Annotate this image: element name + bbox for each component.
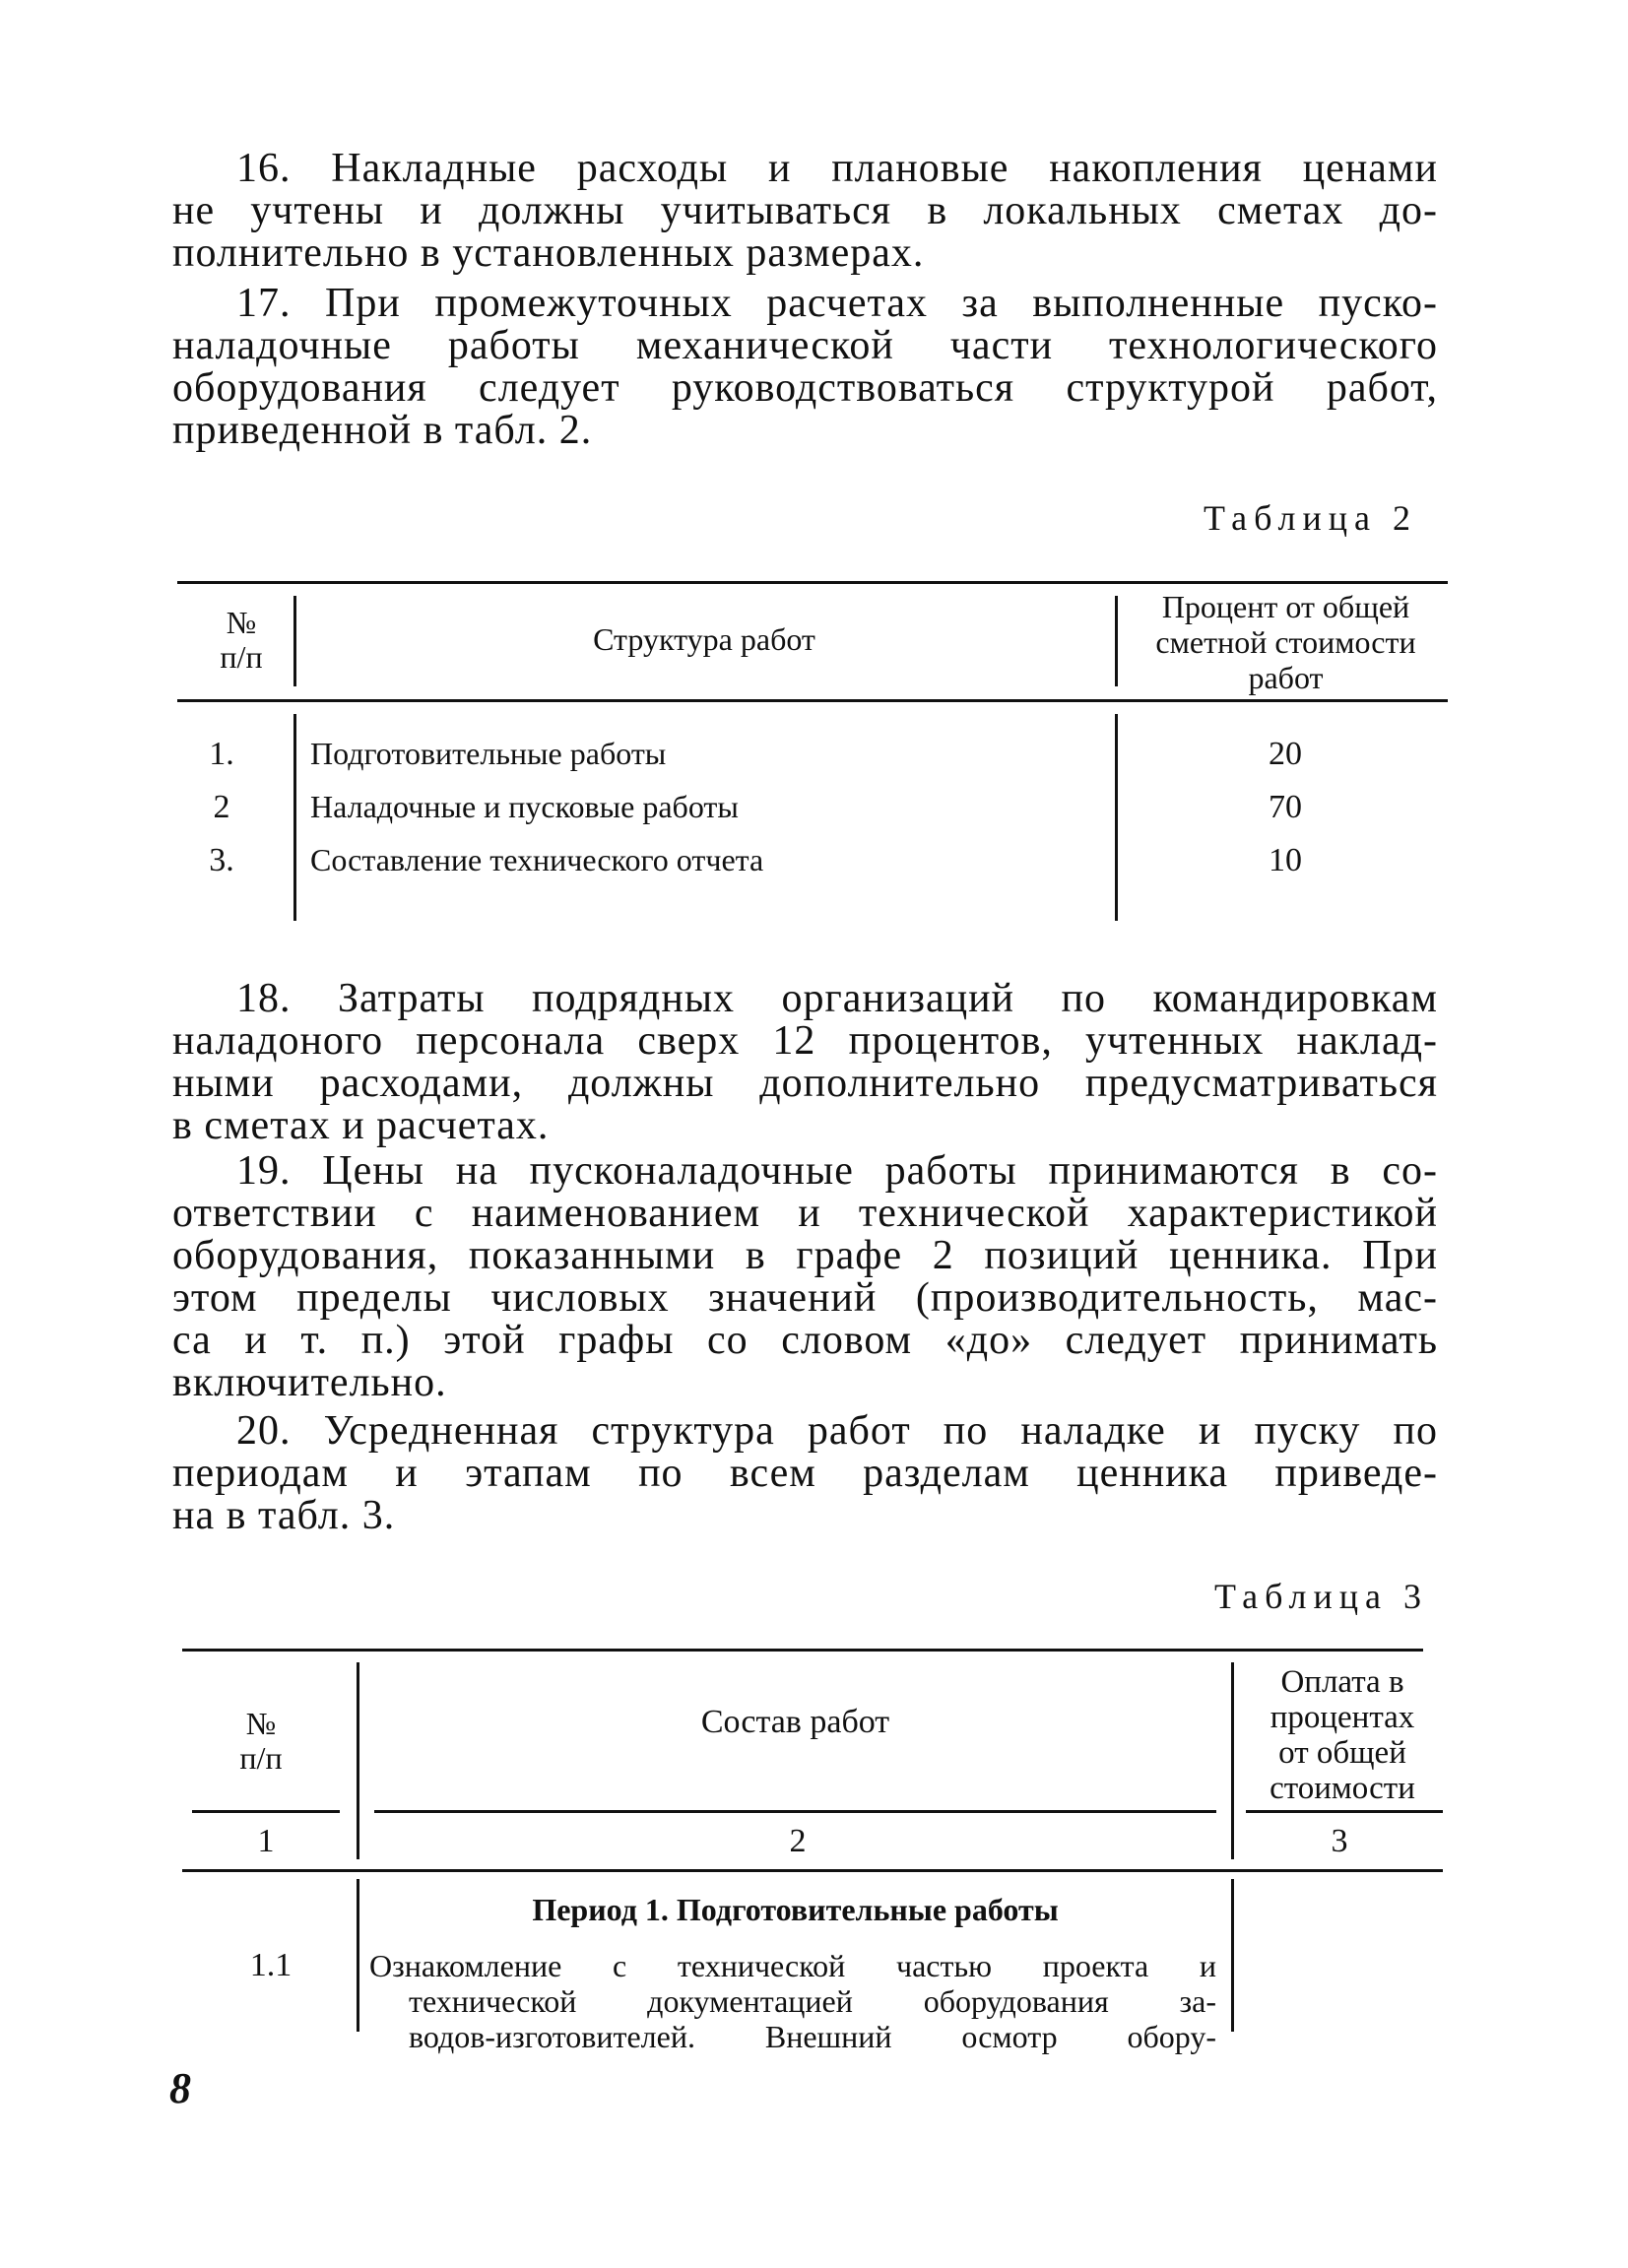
text-line: приведенной в табл. 2.	[172, 408, 593, 453]
table-3-col-divider	[1231, 1662, 1234, 1859]
text-line: 17. При промежуточных расчетах за выполненные пуско-	[236, 281, 1438, 326]
table-3-header-payment	[1239, 1664, 1446, 1806]
text-line: ными расходами, должны дополнительно предусматриваться	[172, 1061, 1438, 1106]
text-line: са и т. п.) этой графы со словом «до» следует принимать	[172, 1318, 1438, 1363]
table-3-col-divider	[1231, 1879, 1234, 2032]
table-3-header-rule	[374, 1810, 1216, 1813]
table-3-row-1-num: 1.1	[249, 1947, 293, 1983]
text-line: наладочные работы механической части технологического	[172, 323, 1438, 368]
table-2-header-percent	[1121, 589, 1451, 695]
text-line: на в табл. 3.	[172, 1493, 396, 1538]
table-2-row-2-percent: 70	[1269, 789, 1302, 825]
text-line: оборудования следует руководствоваться структурой работ,	[172, 365, 1438, 411]
text-line: в сметах и расчетах.	[172, 1103, 550, 1148]
table-3-top-rule	[182, 1649, 1423, 1652]
header-text: Процент от общей	[1161, 589, 1410, 624]
table-3-colnum-rule	[182, 1869, 1443, 1872]
table-2-col-divider	[293, 714, 296, 921]
header-text: п/п	[220, 639, 263, 675]
table-2-caption: Таблица 2	[1204, 498, 1417, 538]
text-line: технической документацией оборудования за-	[409, 1983, 1216, 2019]
table-2-top-rule	[177, 581, 1448, 584]
text-line: 18. Затраты подрядных организаций по командировкам	[236, 976, 1438, 1021]
text-line: включительно.	[172, 1360, 447, 1405]
table-2-row-3-percent: 10	[1269, 842, 1302, 878]
table-2-row-2-name: Наладочные и пусковые работы	[310, 789, 739, 824]
paragraph-18	[172, 978, 1438, 1147]
table-3-period-title: Период 1. Подготовительные работы	[532, 1892, 1059, 1927]
table-2-header-num	[192, 606, 291, 675]
text-line: оборудования, показанными в графе 2 позиций ценника. При	[172, 1233, 1438, 1278]
header-text: сметной стоимости	[1155, 624, 1416, 660]
paragraph-17	[172, 283, 1438, 452]
table-2-row-3-num: 3.	[209, 842, 234, 878]
table-2-row-1-num: 1.	[209, 736, 234, 772]
text-line: 20. Усредненная структура работ по наладке и пуску по	[236, 1408, 1438, 1454]
table-3-colnum-2: 2	[789, 1823, 807, 1859]
page-number: 8	[169, 2064, 191, 2112]
table-2-row-1-percent: 20	[1269, 736, 1302, 772]
paragraph-16	[172, 148, 1438, 275]
paragraph-19	[172, 1150, 1438, 1404]
header-text: работ	[1248, 660, 1324, 695]
text-line: не учтены и должны учитываться в локальных сметах до-	[172, 188, 1438, 233]
text-line: периодам и этапам по всем разделам ценника приведе-	[172, 1451, 1438, 1496]
header-text: от общей	[1278, 1735, 1406, 1771]
table-3-col-divider	[357, 1662, 359, 1859]
table-2-header-rule	[177, 699, 1448, 702]
header-text: Оплата в	[1280, 1664, 1404, 1700]
table-3-caption: Таблица 3	[1214, 1577, 1428, 1616]
table-3-header-composition: Состав работ	[700, 1704, 890, 1740]
text-line: водов-изготовителей. Внешний осмотр обору-	[409, 2019, 1216, 2054]
header-text: №	[226, 605, 257, 640]
header-text: процентах	[1270, 1700, 1415, 1735]
table-2-col-divider	[1115, 596, 1118, 686]
header-text: стоимости	[1270, 1771, 1415, 1806]
table-3-row-1-text	[369, 1948, 1216, 2054]
text-line: Ознакомление с технической частью проекта и	[369, 1948, 1216, 1983]
text-line: 19. Цены на пусконаладочные работы принимаются в со-	[236, 1148, 1438, 1194]
table-2-col-divider	[1115, 714, 1118, 921]
text-line: ответствии с наименованием и технической характеристикой	[172, 1191, 1438, 1236]
header-text: №	[245, 1706, 277, 1741]
table-3-header-rule	[1246, 1810, 1443, 1813]
table-2-row-1-name: Подготовительные работы	[310, 736, 667, 771]
table-3-header-num	[212, 1707, 310, 1776]
table-2-row-3-name: Составление технического отчета	[310, 842, 764, 877]
table-3-colnum-3: 3	[1331, 1823, 1348, 1859]
table-3-colnum-1: 1	[257, 1823, 275, 1859]
header-text: п/п	[239, 1740, 283, 1776]
table-2-header-structure: Структура работ	[593, 621, 815, 657]
table-3-header-rule	[192, 1810, 340, 1813]
text-line: наладоного персонала сверх 12 процентов, учтенных наклад-	[172, 1018, 1438, 1064]
text-line: полнительно в установленных размерах.	[172, 230, 925, 276]
text-line: этом пределы числовых значений (производительность, мас-	[172, 1275, 1438, 1321]
paragraph-20	[172, 1410, 1438, 1537]
text-line: 16. Накладные расходы и плановые накопления ценами	[236, 146, 1438, 191]
table-2-row-2-num: 2	[213, 789, 230, 825]
